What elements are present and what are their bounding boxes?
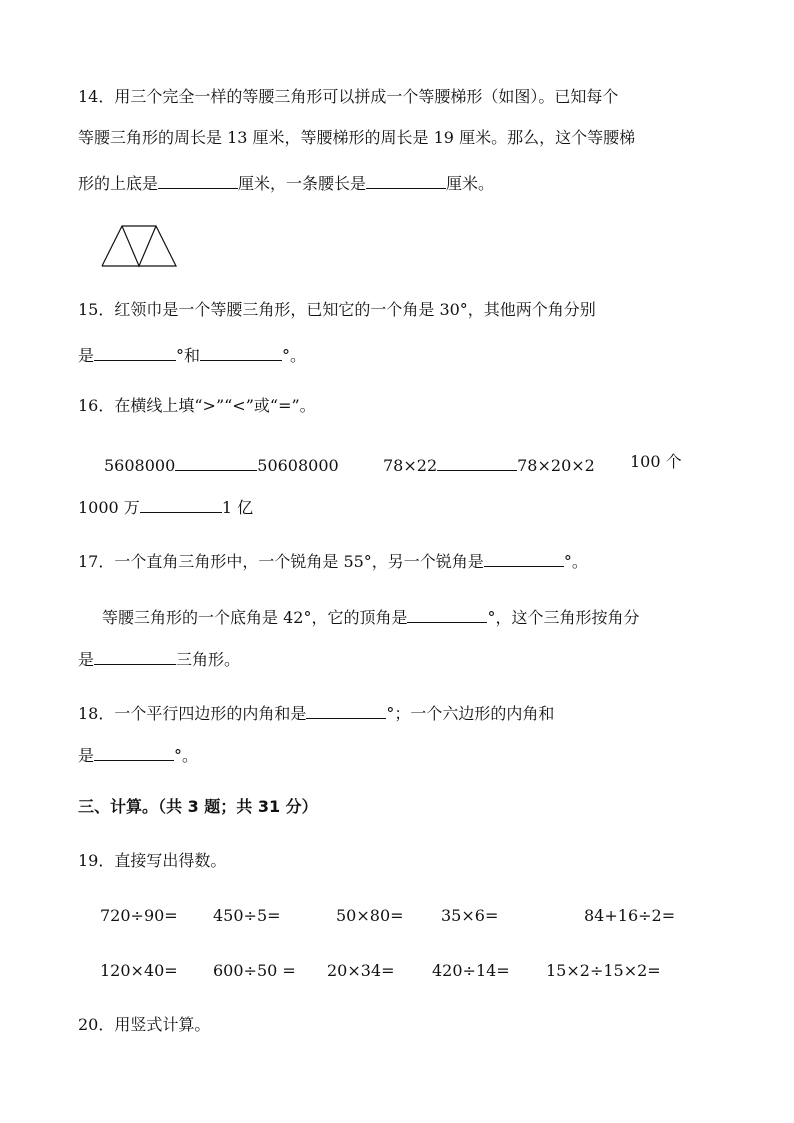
- q17-line1: [78, 550, 588, 570]
- answer-blank-parallelogram-sum[interactable]: [306, 702, 386, 719]
- trapezoid-figure: [100, 222, 178, 268]
- q15-text-a: 是: [78, 346, 95, 365]
- answer-blank-compare-b[interactable]: [437, 454, 517, 471]
- q15-text-b: °和: [176, 346, 201, 365]
- calc-item: 600÷50 =: [213, 961, 296, 980]
- q16-c-left-2: 1000 万: [78, 498, 140, 517]
- q15-text-c: °。: [282, 346, 307, 365]
- q18-line1: [78, 702, 554, 722]
- calc-item: 15×2÷15×2=: [546, 961, 661, 980]
- q16-compare-c: [78, 496, 253, 516]
- q14-text-b: 厘米，一条腰长是: [238, 174, 367, 193]
- calc-item: 84+16÷2=: [584, 906, 676, 925]
- q16-a-left: 5608000: [104, 456, 176, 475]
- q18-text-b: °；一个六边形的内角和: [386, 704, 555, 723]
- q17-text-d: °，这个三角形按角分: [487, 608, 640, 627]
- answer-blank-upper-base[interactable]: [158, 172, 238, 189]
- q16-c-right: 1 亿: [221, 498, 254, 517]
- answer-blank-angle-1[interactable]: [94, 344, 176, 361]
- q17-text-b: °。: [563, 552, 588, 571]
- q16-compare-b: [383, 454, 595, 474]
- q17-text-c: 等腰三角形的一个底角是 42°，它的顶角是: [102, 608, 408, 627]
- answer-blank-apex-angle[interactable]: [407, 606, 487, 623]
- calc-item: 120×40=: [100, 961, 178, 980]
- q18-line2: [78, 744, 198, 764]
- q18-text-d: °。: [174, 746, 199, 765]
- calc-item: 20×34=: [327, 961, 395, 980]
- inner-triangle-lines: [122, 226, 156, 266]
- q16-b-left: 78×22: [383, 456, 438, 475]
- q14-line1: 14．用三个完全一样的等腰三角形可以拼成一个等腰梯形（如图）。已知每个: [78, 87, 619, 106]
- answer-blank-acute-angle[interactable]: [484, 550, 564, 567]
- q17-text-e: 是: [78, 650, 95, 669]
- q16-c-left-1: 100 个: [630, 452, 682, 471]
- q17-line2: [102, 606, 639, 626]
- q19-title: 19．直接写出得数。: [78, 851, 227, 870]
- q16-compare-row: [104, 454, 339, 474]
- section-3-heading: 三、计算。（共 3 题；共 31 分）: [78, 797, 318, 816]
- answer-blank-leg-length[interactable]: [366, 172, 446, 189]
- q17-text-f: 三角形。: [176, 650, 241, 669]
- calc-item: 720÷90=: [100, 906, 178, 925]
- answer-blank-hexagon-sum[interactable]: [94, 744, 174, 761]
- calc-item: 50×80=: [336, 906, 404, 925]
- q15-line1: 15．红领巾是一个等腰三角形，已知它的一个角是 30°，其他两个角分别: [78, 300, 596, 319]
- answer-blank-compare-c[interactable]: [140, 496, 222, 513]
- q14-text-a: 形的上底是: [78, 174, 159, 193]
- calc-item: 420÷14=: [432, 961, 510, 980]
- q17-text-a: 17．一个直角三角形中，一个锐角是 55°，另一个锐角是: [78, 552, 484, 571]
- trapezoid-outline: [102, 226, 176, 266]
- q15-line2: [78, 344, 306, 364]
- q16-a-right: 50608000: [257, 456, 339, 475]
- q14-text-c: 厘米。: [446, 174, 495, 193]
- answer-blank-triangle-type[interactable]: [94, 648, 176, 665]
- q18-text-a: 18．一个平行四边形的内角和是: [78, 704, 307, 723]
- answer-blank-compare-a[interactable]: [175, 454, 257, 471]
- q17-line3: [78, 648, 240, 668]
- q16-b-right: 78×20×2: [517, 456, 595, 475]
- q20-title: 20．用竖式计算。: [78, 1015, 211, 1034]
- answer-blank-angle-2[interactable]: [200, 344, 282, 361]
- q14-line3: [78, 172, 494, 192]
- calc-item: 35×6=: [441, 906, 499, 925]
- q16-title: 16．在横线上填“>”“<”或“=”。: [78, 396, 316, 415]
- q14-line2: 等腰三角形的周长是 13 厘米，等腰梯形的周长是 19 厘米。那么，这个等腰梯: [78, 128, 636, 147]
- calc-item: 450÷5=: [213, 906, 281, 925]
- q18-text-c: 是: [78, 746, 95, 765]
